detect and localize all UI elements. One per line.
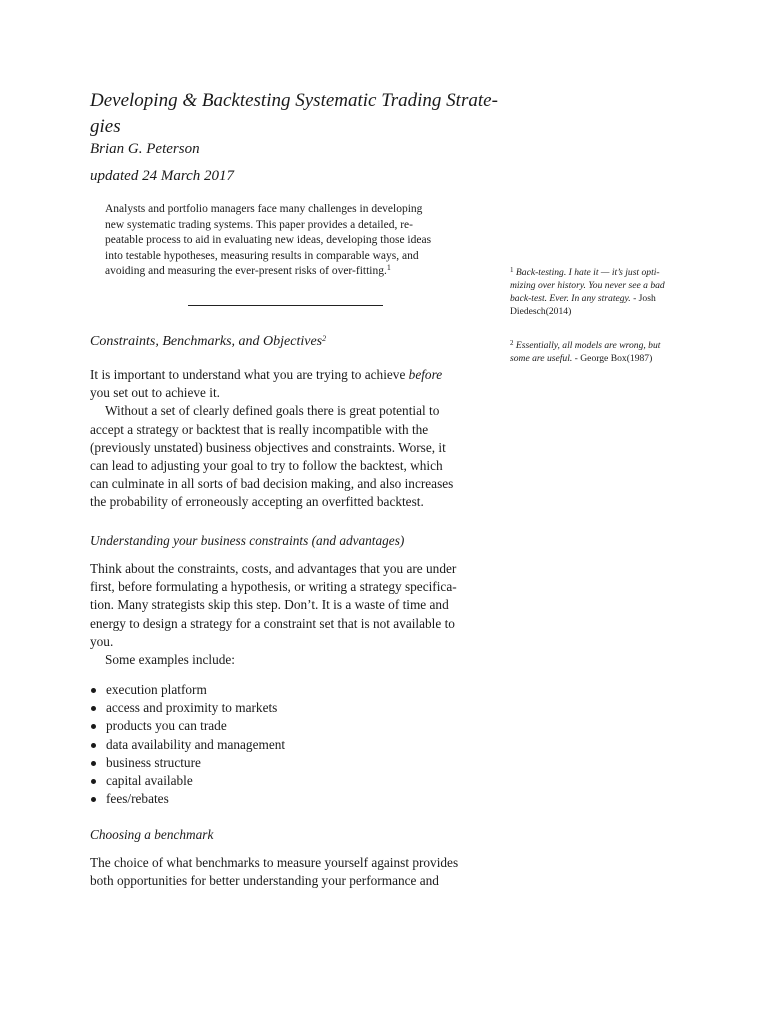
margin-note-1 (510, 266, 700, 318)
margin-note-1-quote-line: mizing over history. You never see a bad (510, 280, 665, 291)
paragraph-line: Think about the constraints, costs, and advantages that you are under (90, 561, 457, 576)
margin-note-1-citation: Diedesch(2014) (510, 306, 572, 317)
paragraph-line: you set out to achieve it. (90, 385, 220, 401)
bullet-icon (91, 724, 96, 729)
abstract-line: Analysts and portfolio managers face many challenges in developing (105, 203, 423, 215)
footnote-mark-2[interactable]: 2 (322, 334, 327, 343)
bullet-icon (91, 743, 96, 748)
margin-note-2-attribution: - George Box(1987) (572, 353, 653, 364)
paragraph-line: Without a set of clearly defined goals there is great potential to (105, 403, 440, 419)
author-name: Brian G. Peterson (90, 141, 200, 157)
margin-note-1-mark: 1 (510, 266, 514, 274)
bullet-icon (91, 797, 96, 802)
margin-note-1-quote-line: Back-testing. I hate it — it’s just opti- (515, 267, 660, 278)
margin-note-2-quote-line: some are useful. (510, 353, 573, 364)
paragraph-line: the probability of erroneously accepting an overfitted backtest. (90, 494, 424, 510)
paragraph-line: can culminate in all sorts of bad decision making, and also increases (90, 476, 454, 492)
bullet-icon (91, 779, 96, 784)
section-paragraphs (90, 366, 482, 512)
paragraph-line: can lead to adjusting your goal to try to follow the backtest, which (90, 458, 443, 474)
section-heading (90, 334, 326, 350)
bullet-icon (91, 688, 96, 693)
paragraph-line: both opportunities for better understanding your performance and (90, 873, 439, 889)
examples-list (90, 681, 390, 808)
bullet-icon (91, 706, 96, 711)
paragraph-line: energy to design a strategy for a constraint set that is not available to (90, 615, 455, 631)
paper-title-line-2: gies (90, 116, 121, 137)
margin-note-2-quote-line: Essentially, all models are wrong, but (515, 340, 661, 351)
paper-title (90, 88, 498, 140)
paragraph-text: It is important to understand what you are trying to achieve (90, 367, 409, 382)
abstract-line-text: avoiding and measuring the ever-present risks of over-fitting. (105, 265, 387, 277)
margin-note-1-attribution: - Josh (630, 293, 656, 304)
section-divider (188, 305, 383, 306)
subsection-paragraph (90, 560, 482, 669)
margin-note-1-quote-line: back-test. Ever. In any strategy. (510, 293, 631, 304)
publication-date: updated 24 March 2017 (90, 168, 235, 184)
list-item: capital available (90, 772, 390, 790)
abstract-line: into testable hypotheses, measuring results in comparable ways, and (105, 249, 419, 262)
abstract-line (105, 264, 465, 280)
paragraph-line: you. (90, 633, 114, 649)
margin-note-2 (510, 339, 700, 365)
emphasis-text: before (408, 367, 443, 382)
paper-title-line-1: Developing & Backtesting Systematic Trading Strate- (90, 90, 498, 111)
list-item: products you can trade (90, 717, 390, 735)
abstract (105, 202, 465, 280)
paragraph-line: (previously unstated) business objectives and constraints. Worse, it (90, 439, 446, 455)
paragraph-line: The choice of what benchmarks to measure yourself against provides (90, 855, 459, 870)
subsection-heading: Understanding your business constraints (and advantages) (90, 533, 405, 548)
subsection-heading: Choosing a benchmark (90, 827, 214, 842)
margin-note-2-mark: 2 (510, 339, 514, 347)
list-item: business structure (90, 754, 390, 772)
abstract-line: new systematic trading systems. This paper provides a detailed, re- (105, 218, 413, 231)
subsection-paragraph (90, 854, 482, 890)
list-item: access and proximity to markets (90, 699, 390, 717)
section-heading-text: Constraints, Benchmarks, and Objectives (90, 334, 323, 349)
bullet-icon (91, 761, 96, 766)
list-item: data availability and management (90, 736, 390, 754)
footnote-mark-1[interactable]: 1 (386, 263, 391, 272)
paragraph-line: tion. Many strategists skip this step. Don’t. It is a waste of time and (90, 597, 449, 613)
paragraph-line: accept a strategy or backtest that is really incompatible with the (90, 421, 429, 437)
paragraph-line: first, before formulating a hypothesis, or writing a strategy specifica- (90, 579, 457, 595)
paragraph-line: Some examples include: (105, 652, 235, 668)
abstract-line: peatable process to aid in evaluating new ideas, developing those ideas (105, 234, 432, 246)
list-item: execution platform (90, 681, 390, 699)
list-item: fees/rebates (90, 790, 390, 808)
